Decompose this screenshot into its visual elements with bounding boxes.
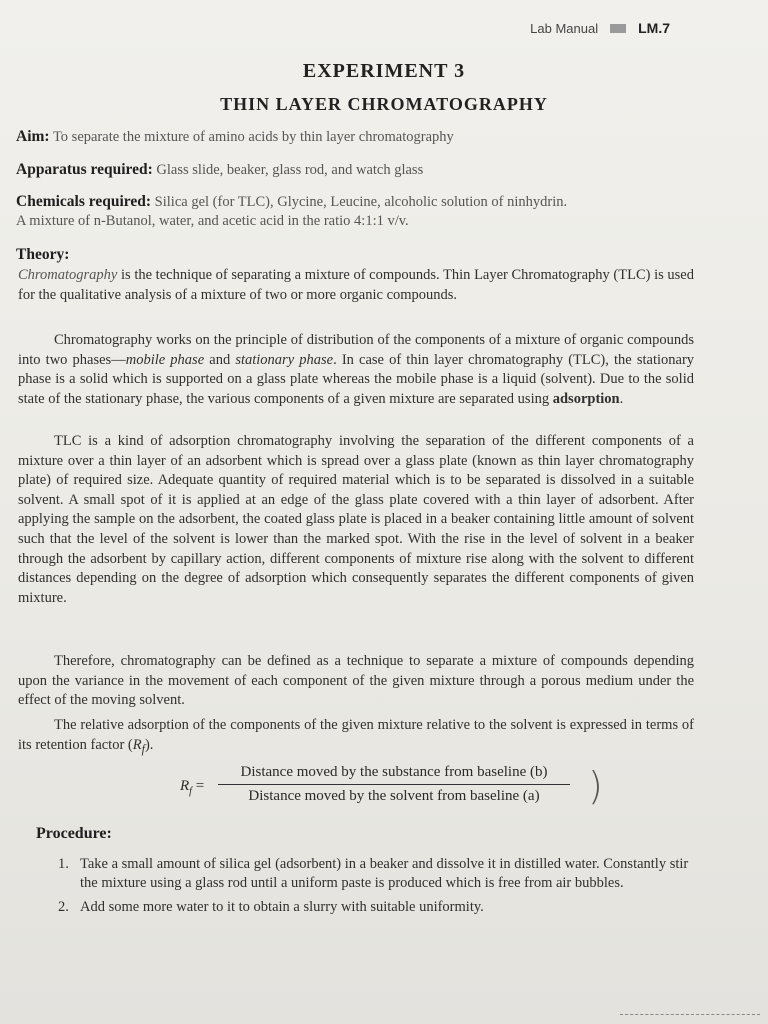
apparatus-text: Glass slide, beaker, glass rod, and watch glass [156, 162, 424, 178]
procedure-step-2-number: 2. [58, 899, 69, 915]
theory-paragraph-1 [18, 266, 694, 305]
procedure-step-2-text: Add some more water to it to obtain a slurry with suitable uniformity. [80, 899, 484, 915]
rf-subscript: f [141, 741, 145, 756]
theory-paragraph-5 [18, 716, 694, 759]
chemicals-label: Chemicals required: [16, 193, 152, 210]
rf-formula [180, 764, 620, 814]
theory-paragraph-1-text: is the technique of separating a mixture of compounds. Thin Layer Chromatography (TLC) is used for the qualitative analysis of a mixture of two or more organic compounds. [18, 267, 694, 303]
rf-symbol: R [132, 736, 142, 753]
procedure-list [58, 855, 708, 917]
theory-paragraph-2-text-b: . In case of thin layer chromatography (TLC), the stationary phase is a solid which is supported on a glass plate whereas the mobile phase is a liquid (solvent). Due to the solid state of the stationary phase, the various components of a given mixture are separated using [18, 351, 695, 407]
procedure-step-1 [58, 855, 708, 893]
formula-lhs-subscript: f [189, 786, 192, 797]
adsorption-term: adsorption [552, 390, 620, 407]
aim-line [16, 128, 454, 146]
page-bottom-rule [620, 1014, 760, 1015]
formula-bracket-mark: ) [588, 764, 603, 808]
aim-label: Aim: [16, 128, 50, 145]
chemicals-line [16, 193, 567, 211]
experiment-title: EXPERIMENT 3 [302, 60, 466, 82]
stationary-phase-term: stationary phase [235, 351, 334, 368]
formula-denominator: Distance moved by the solvent from baseline (a) [248, 788, 540, 804]
experiment-subtitle: THIN LAYER CHROMATOGRAPHY [220, 94, 548, 114]
chemicals-text-2: A mixture of n-Butanol, water, and acetic acid in the ratio 4:1:1 v/v. [16, 213, 409, 229]
header-page-code: LM.7 [638, 20, 670, 36]
theory-paragraph-2-and: and [204, 351, 236, 368]
page-header [530, 20, 670, 36]
theory-paragraph-3: TLC is a kind of adsorption chromatography involving the separation of the different components of a mixture over a thin layer of an adsorbent which is spread over a glass plate (known as thin layer chromatography plate) of required size. Adequate quantity of required material which is to be separated is dissolved in a suitable solvent. A small spot of it is applied at an edge of the glass plate covered with a thin layer of adsorbent. After applying the sample on the adsorbent, the coated glass plate is placed in a beaker containing little amount of solvent such that the level of the solvent is lower than the marked spot. With the rise in the level of solvent in a beaker through the adsorbent by capillary action, different components of mixture rise along with the solvent to different distances depending on the degree of adsorption which consequently separates the different components of given mixture. [18, 433, 694, 606]
chromatography-term: Chromatography [18, 267, 118, 283]
theory-paragraph-2 [18, 331, 694, 409]
theory-paragraph-5-end: ). [144, 736, 154, 753]
formula-fraction [218, 764, 570, 805]
apparatus-line [16, 161, 423, 179]
procedure-heading: Procedure: [36, 825, 112, 842]
header-logo-mark [610, 24, 626, 33]
aim-text: To separate the mixture of amino acids by thin layer chromatography [52, 129, 454, 145]
chemicals-text-1: Silica gel (for TLC), Glycine, Leucine, alcoholic solution of ninhydrin. [154, 194, 568, 210]
formula-numerator: Distance moved by the substance from baseline (b) [218, 764, 570, 785]
header-manual-label: Lab Manual [530, 20, 599, 36]
procedure-step-1-text: Take a small amount of silica gel (adsorbent) in a beaker and dissolve it in distilled water. Constantly stir the mixture using a glass rod until a uniform paste is produced which is free from air bubbles. [80, 856, 689, 891]
formula-equals: = [191, 778, 205, 794]
procedure-step-1-number: 1. [58, 856, 69, 872]
mobile-phase-term: mobile phase [125, 351, 205, 368]
theory-paragraph-2-end: . [619, 390, 624, 407]
procedure-step-2 [58, 898, 708, 917]
formula-lhs [180, 778, 204, 797]
theory-paragraph-2-text-a: Chromatography works on the principle of distribution of the components of a mixture of organic compounds into two phases— [18, 332, 694, 368]
theory-paragraph-5-text: The relative adsorption of the components of the given mixture relative to the solvent is expressed in terms of its retention factor ( [18, 717, 694, 753]
formula-lhs-symbol: R [180, 778, 190, 794]
theory-heading: Theory: [16, 246, 70, 263]
theory-paragraph-4: Therefore, chromatography can be defined as a technique to separate a mixture of compounds depending upon the variance in the movement of each component of the given mixture through a porous medium under the effect of the moving solvent. [18, 653, 694, 709]
apparatus-label: Apparatus required: [16, 161, 153, 178]
